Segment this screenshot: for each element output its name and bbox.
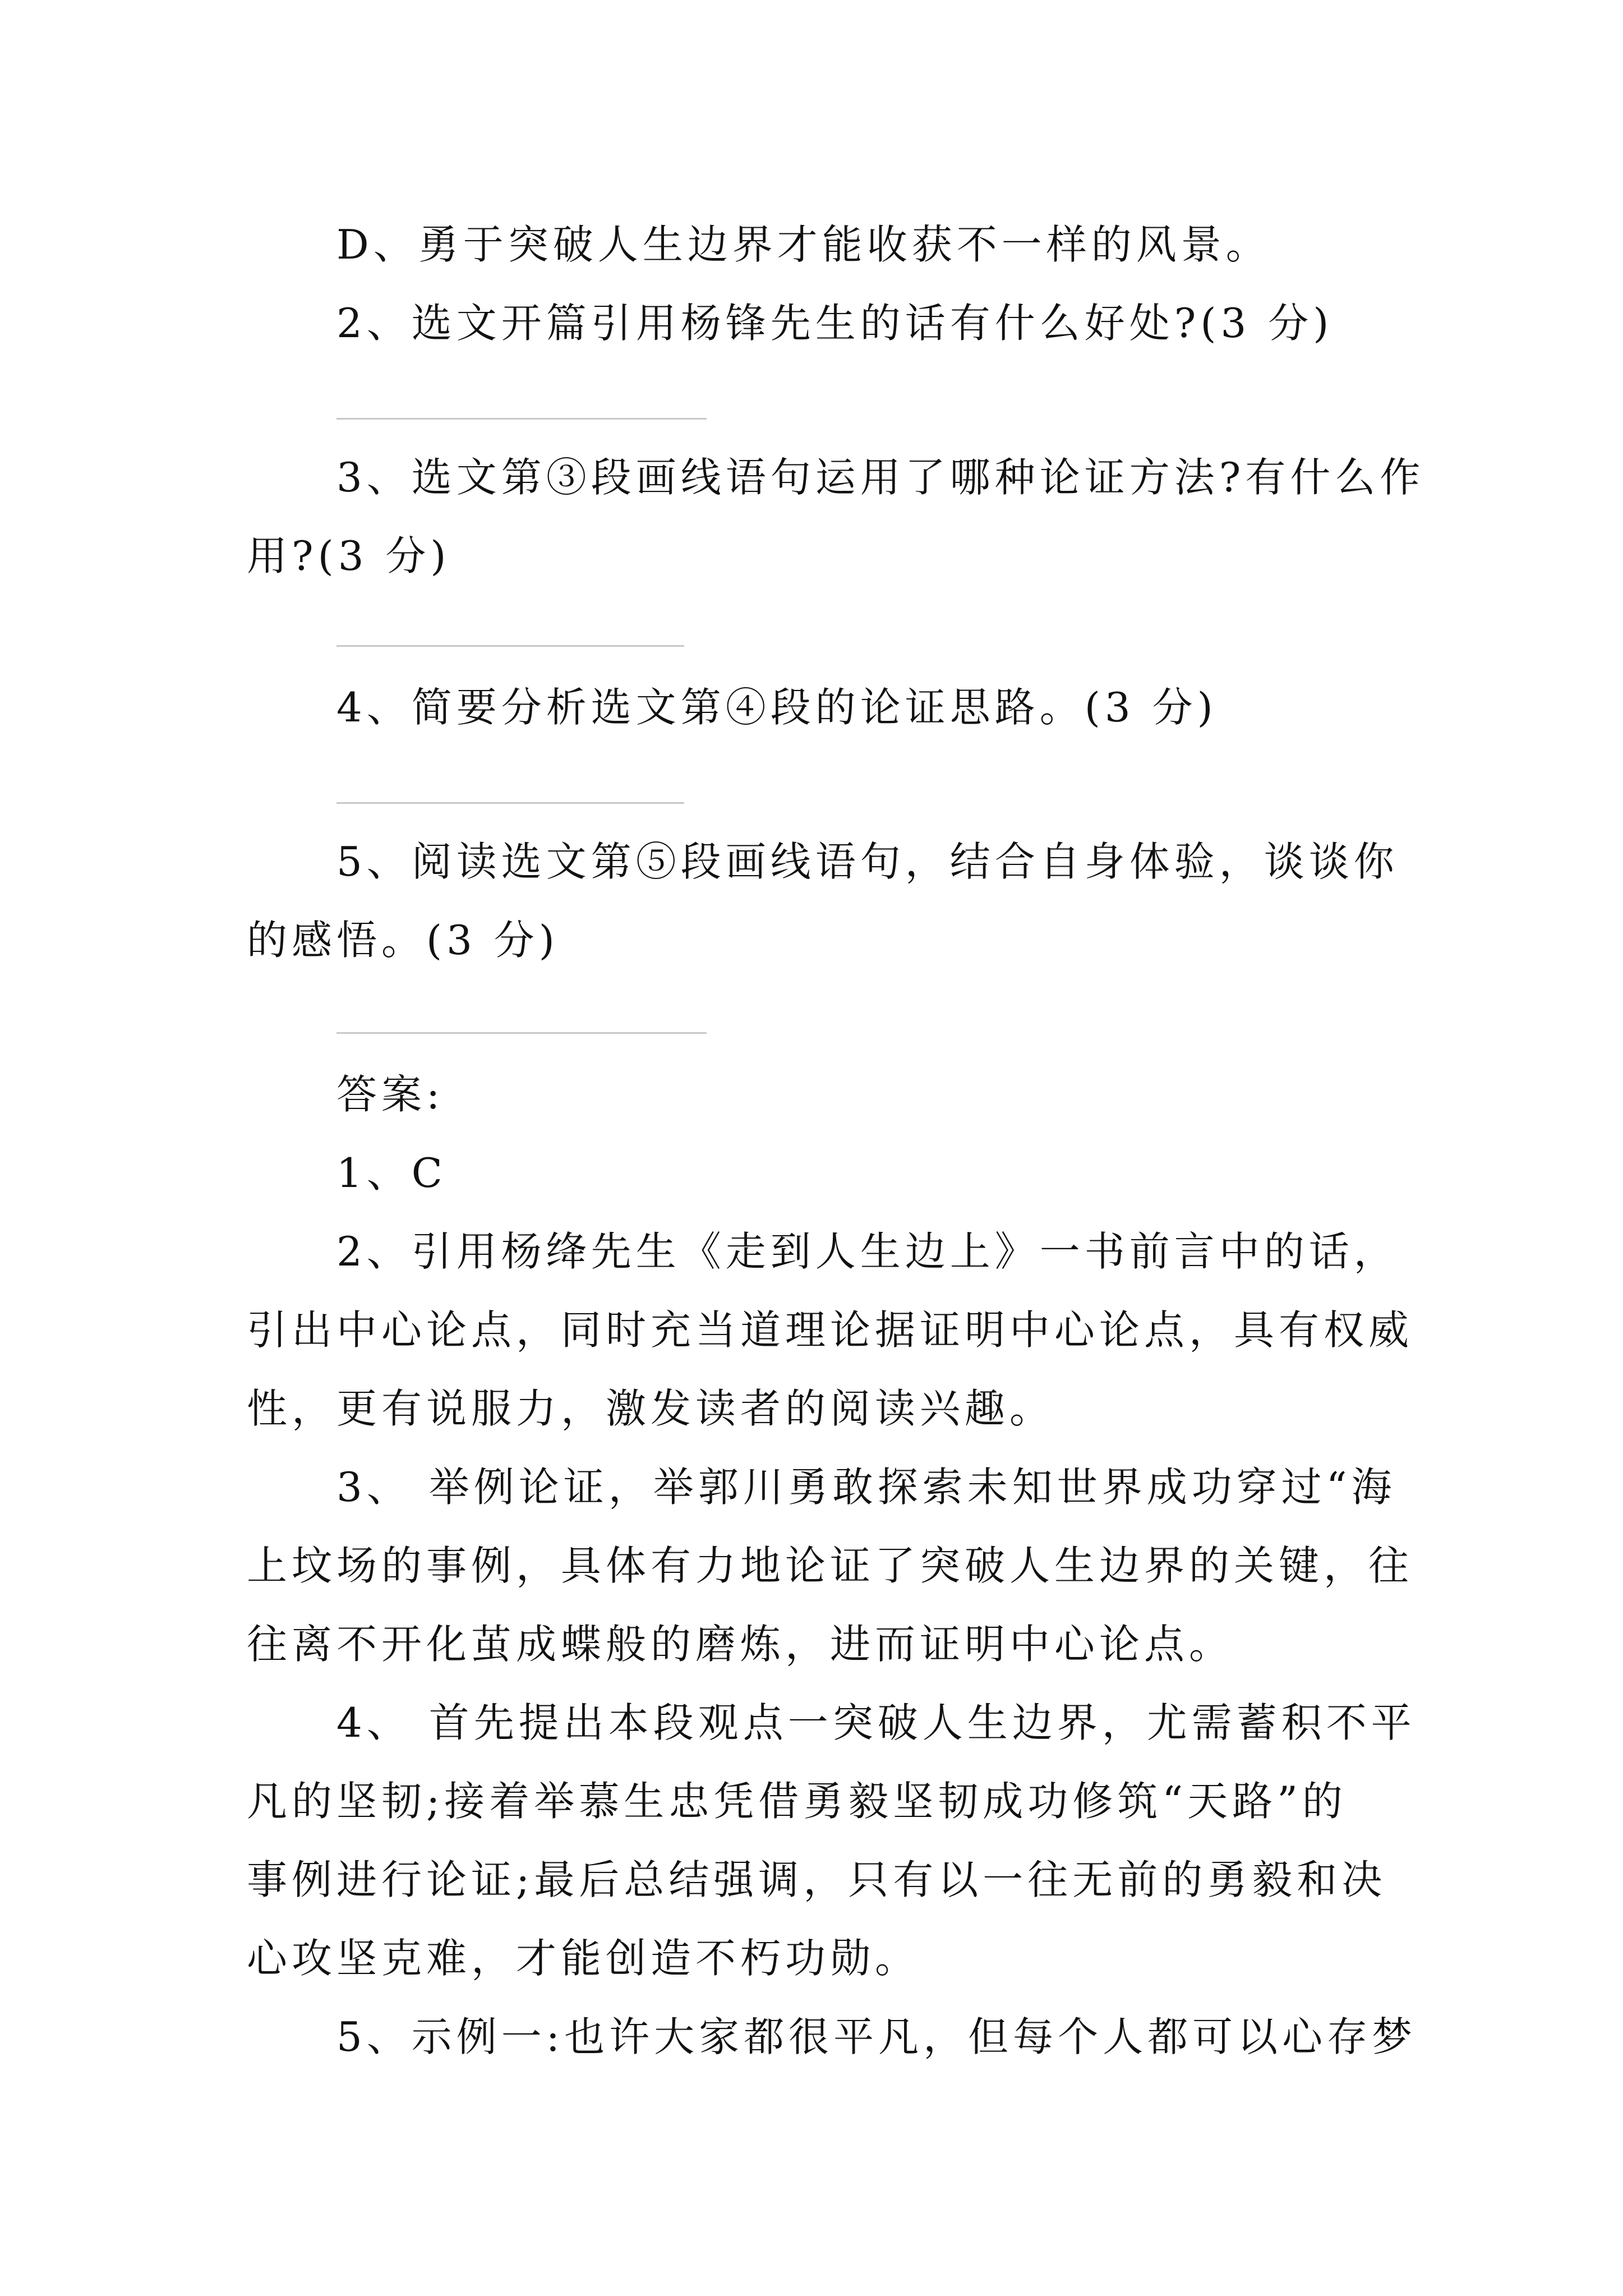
answer-2-line-1: 2、引用杨绛先生《走到人生边上》一书前言中的话， bbox=[336, 1228, 1399, 1275]
answer-4-line-3: 事例进行论证;最后总结强调，只有以一往无前的勇毅和决 bbox=[247, 1856, 1387, 1903]
answer-4-line-1: 4、 首先提出本段观点一突破人生边界，尤需蓄积不平 bbox=[336, 1699, 1416, 1746]
answer-blank-5 bbox=[336, 1032, 707, 1034]
answer-3-line-2: 上坟场的事例，具体有力地论证了突破人生边界的关键，往 bbox=[247, 1542, 1414, 1589]
question-2: 2、选文开篇引用杨锋先生的话有什么好处?(3 分) bbox=[336, 300, 1334, 347]
answer-blank-4 bbox=[336, 802, 684, 804]
answers-heading: 答案: bbox=[336, 1071, 445, 1118]
option-d-text: D、勇于突破人生边界才能收获不一样的风景。 bbox=[336, 221, 1271, 268]
answer-4-line-4: 心攻坚克难，才能创造不朽功勋。 bbox=[247, 1935, 920, 1982]
question-3-line-1: 3、选文第③段画线语句运用了哪种论证方法?有什么作 bbox=[336, 454, 1425, 501]
question-4: 4、简要分析选文第④段的论证思路。(3 分) bbox=[336, 684, 1218, 731]
answer-4-line-2: 凡的坚韧;接着举慕生忠凭借勇毅坚韧成功修筑“天路”的 bbox=[247, 1778, 1347, 1825]
answer-blank-2 bbox=[336, 418, 707, 420]
answer-2-line-2: 引出中心论点，同时充当道理论据证明中心论点，具有权威 bbox=[247, 1306, 1414, 1354]
question-3-line-2: 用?(3 分) bbox=[247, 532, 451, 579]
question-5-line-1: 5、阅读选文第⑤段画线语句，结合自身体验，谈谈你 bbox=[336, 838, 1399, 885]
question-5-line-2: 的感悟。(3 分) bbox=[247, 917, 559, 964]
answer-3-line-1: 3、 举例论证，举郭川勇敢探索未知世界成功穿过“海 bbox=[336, 1464, 1396, 1511]
answer-5-line-1: 5、示例一:也许大家都很平凡，但每个人都可以心存梦 bbox=[336, 2013, 1417, 2060]
answer-blank-3 bbox=[336, 645, 684, 647]
answer-2-line-3: 性，更有说服力，激发读者的阅读兴趣。 bbox=[247, 1385, 1055, 1432]
answer-3-line-3: 往离不开化茧成蝶般的磨炼，进而证明中心论点。 bbox=[247, 1621, 1234, 1668]
answer-1: 1、C bbox=[336, 1149, 447, 1197]
